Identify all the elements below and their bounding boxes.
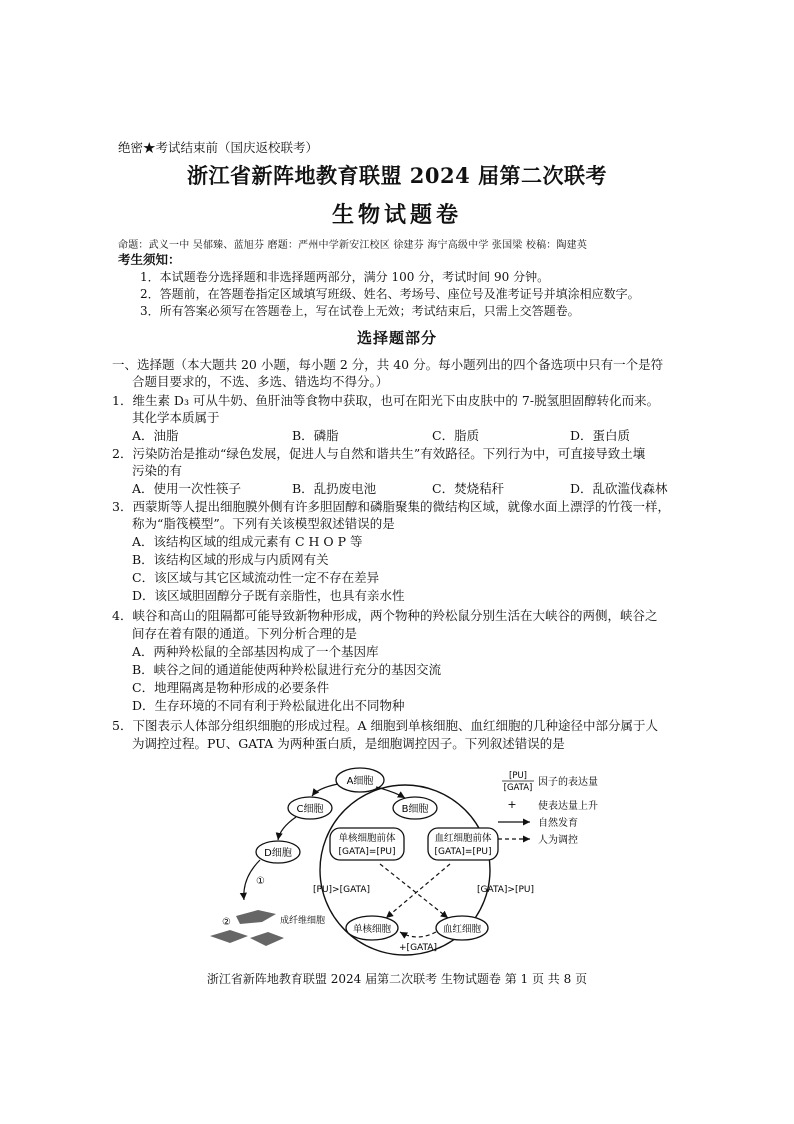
notice-item: 1．本试题卷分选择题和非选择题两部分，满分 100 分，考试时间 90 分钟。: [140, 270, 550, 284]
option: D．蛋白质: [570, 428, 631, 443]
option: B．磷脂: [292, 428, 339, 443]
section-title: 选择题部分: [356, 329, 437, 347]
question-2-stem: 2．污染防治是推动“绿色发展，促进人与自然和谐共生”有效路径。下列行为中，可直接导致土壤: [112, 446, 646, 461]
question-2-stem: 污染的有: [132, 463, 183, 478]
dashed-arrow-to-monocyte: [386, 864, 450, 918]
dashed-arrow-rbc-to-monocyte: [400, 932, 436, 937]
question-5-stem: 5．下图表示人体部分组织细胞的形成过程。A 细胞到单核细胞、血红细胞的几种途径中部分属于人: [112, 718, 658, 733]
option: C．焚烧秸秆: [432, 481, 505, 496]
question-4-stem: 4．峡谷和高山的阻隔都可能导致新物种形成，两个物种的羚松鼠分别生活在大峡谷的两侧，峡谷之: [112, 608, 658, 623]
right-condition-label: [GATA]>[PU]: [477, 885, 534, 895]
option: C．脂质: [432, 428, 480, 443]
part-intro-line: 一、选择题（本大题共 20 小题，每小题 2 分，共 40 分。每小题列出的四个备选项中只有一个是符: [112, 357, 664, 372]
question-2-options: [132, 479, 712, 495]
legend-plus-symbol: +: [507, 798, 517, 811]
exam-title: 浙江省新阵地教育联盟 2024 届第二次联考: [186, 163, 608, 188]
option: D．该区域胆固醇分子既有亲脂性，也具有亲水性: [132, 588, 405, 603]
exam-authors: 命题：武义一中 吴郁臻、蓝旭芬 磨题：严州中学新安江校区 徐建芬 海宁高级中学 张国梁 校稿：陶建英: [118, 240, 588, 251]
question-1-stem: 1．维生素 D₃ 可从牛奶、鱼肝油等食物中获取，也可在阳光下由皮肤中的 7-脱氢胆固醇转化而来。: [112, 393, 660, 408]
diagram-legend: [498, 771, 598, 846]
legend-factor-top: [PU]: [509, 771, 527, 781]
arrow-c-to-d: [278, 817, 296, 840]
rbc-precursor: [428, 828, 498, 860]
step-2-marker: ②: [222, 917, 231, 928]
option: A．使用一次性筷子: [132, 481, 242, 496]
question-1-options: [132, 426, 692, 442]
exam-subtitle: 生物试题卷: [331, 202, 462, 228]
option: D．乱砍滥伐森林: [570, 481, 668, 496]
question-1-stem: 其化学本质属于: [132, 410, 220, 425]
plus-gata-label: +[GATA]: [399, 943, 437, 953]
option: B．该结构区域的形成与内质网有关: [132, 552, 329, 567]
option: D．生存环境的不同有利于羚松鼠进化出不同物种: [132, 698, 405, 713]
option: C．该区域与其它区域流动性一定不存在差异: [132, 570, 380, 585]
legend-artificial-label: 人为调控: [538, 835, 578, 846]
cell-d: [256, 841, 300, 863]
monocyte-precursor: [330, 828, 404, 860]
cell-d-label: D细胞: [264, 848, 292, 859]
option: B．峡谷之间的通道能使两种羚松鼠进行充分的基因交流: [132, 662, 442, 677]
fibroblast-cells: [210, 910, 325, 946]
page-footer: 浙江省新阵地教育联盟 2024 届第二次联考 生物试题卷 第 1 页 共 8 页: [206, 972, 588, 986]
legend-natural-label: 自然发育: [538, 818, 578, 829]
rbc-precursor-condition: [GATA]=[PU]: [434, 847, 492, 857]
notice-item: 3．所有答案必须写在答题卷上，写在试卷上无效；考试结束后，只需上交答题卷。: [140, 304, 580, 318]
legend-factor-bottom: [GATA]: [503, 783, 533, 793]
step-1-marker: ①: [256, 876, 265, 887]
cell-differentiation-diagram: [200, 760, 620, 960]
left-condition-label: [PU]>[GATA]: [313, 885, 370, 895]
arrow-a-to-c: [312, 784, 338, 796]
monocyte-precursor-condition: [GATA]=[PU]: [338, 847, 396, 857]
notice-item: 2．答题前，在答题卷指定区域填写班级、姓名、考场号、座位号及准考证号并填涂相应数字。: [140, 287, 640, 301]
exam-secret-label: 绝密★考试结束前（国庆返校联考）: [118, 140, 319, 155]
legend-plus-desc: 使表达量上升: [538, 801, 598, 812]
option: A．油脂: [132, 428, 179, 443]
cell-a-label: A细胞: [346, 776, 374, 787]
monocyte-cell: [346, 916, 398, 940]
notice-heading: 考生须知：: [118, 252, 181, 267]
option: A．两种羚松鼠的全部基因构成了一个基因库: [132, 644, 379, 659]
fibroblast-label: 成纤维细胞: [280, 916, 326, 926]
cell-c: [288, 797, 332, 819]
rbc-cell: [436, 916, 488, 940]
question-4-stem: 间存在着有限的通道。下列分析合理的是: [132, 626, 358, 641]
question-5-stem: 为调控过程。PU、GATA 为两种蛋白质，是细胞调控因子。下列叙述错误的是: [132, 736, 565, 751]
legend-factor-desc: 因子的表达量: [538, 777, 598, 788]
rbc-precursor-label: 血红细胞前体: [434, 833, 492, 844]
question-3-stem: 3．西蒙斯等人提出细胞膜外侧有许多胆固醇和磷脂聚集的微结构区域，就像水面上漂浮的竹筏一样，: [112, 499, 670, 514]
cell-b: [393, 797, 437, 819]
option: C．地理隔离是物种形成的必要条件: [132, 680, 330, 695]
cell-b-label: B细胞: [401, 804, 429, 815]
monocyte-precursor-label: 单核细胞前体: [338, 833, 396, 844]
cell-a: [336, 768, 384, 792]
option: A．该结构区域的组成元素有 C H O P 等: [132, 534, 363, 549]
monocyte-label: 单核细胞: [352, 924, 392, 935]
cell-c-label: C细胞: [296, 804, 324, 815]
dashed-arrow-to-rbc: [380, 864, 448, 918]
part-intro-line: 合题目要求的，不选、多选、错选均不得分。）: [132, 374, 389, 389]
arrow-a-to-b: [376, 787, 405, 798]
option: B．乱扔废电池: [292, 481, 377, 496]
rbc-label: 血红细胞: [442, 924, 482, 935]
question-3-stem: 称为“脂筏模型”。下列有关该模型叙述错误的是: [132, 516, 395, 531]
